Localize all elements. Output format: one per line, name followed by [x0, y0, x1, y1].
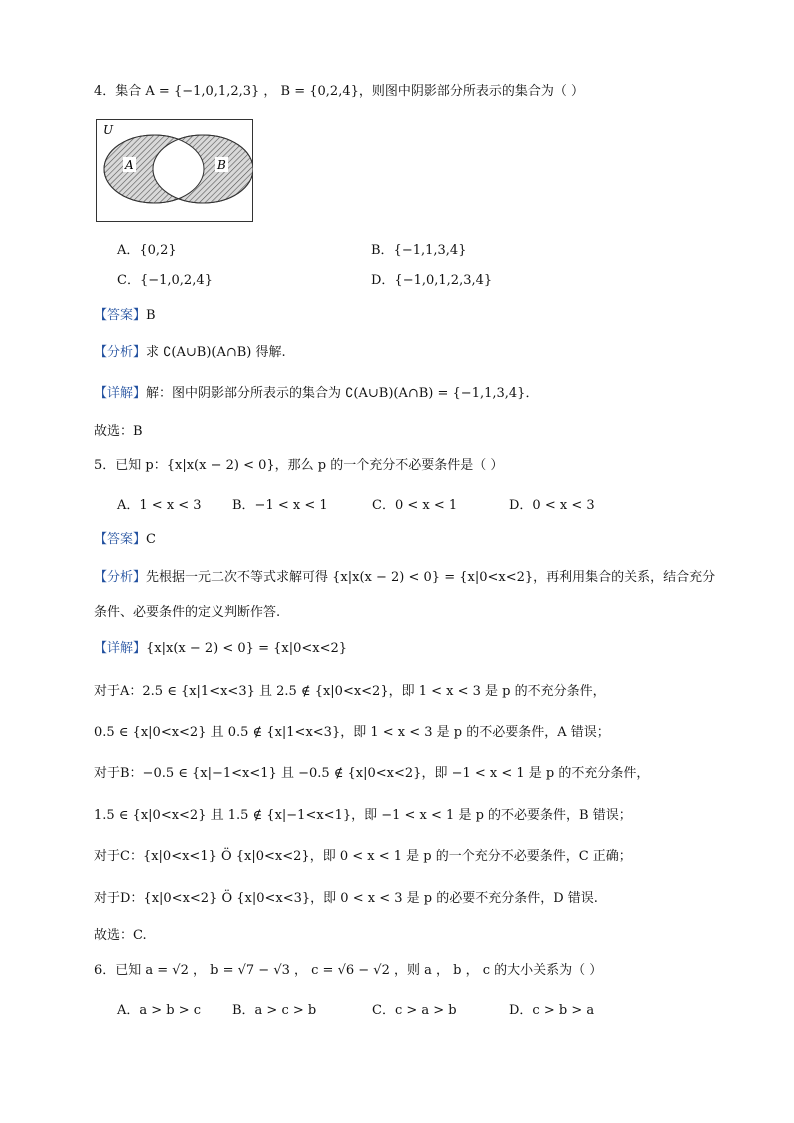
q4-answer	[94, 306, 156, 326]
q6-option-b: B．a > c > b	[232, 1003, 317, 1018]
q5-detail-line-1: 对于A：2.5 ∈ {x|1<x<3} 且 2.5 ∉ {x|0<x<2}，即 1 < x < 3 是 p 的不充分条件，	[94, 684, 606, 699]
q5-detail-line-3: 对于B：−0.5 ∈ {x|−1<x<1} 且 −0.5 ∉ {x|0<x<2}，即 −1 < x < 1 是 p 的不充分条件，	[94, 766, 650, 781]
analysis-text: 先根据一元二次不等式求解可得 {x|x(x − 2) < 0} = {x|0<x<2}，再利用集合的关系，结合充分	[146, 570, 716, 585]
detail-text: 解：图中阴影部分所表示的集合为 ∁(A∪B)(A∩B) = {−1,1,3,4}．	[146, 386, 539, 401]
q5-detail-line-2: 0.5 ∈ {x|0<x<2} 且 0.5 ∉ {x|1<x<3}，即 1 < x < 3 是 p 的不必要条件，A 错误；	[94, 725, 610, 740]
q5-analysis	[94, 568, 715, 588]
q5-option-c: C．0 < x < 1	[372, 498, 458, 513]
detail-tag: 【详解】	[94, 641, 147, 656]
q5-detail-line-4: 1.5 ∈ {x|0<x<2} 且 1.5 ∉ {x|−1<x<1}，即 −1 < x < 1 是 p 的不必要条件，B 错误；	[94, 808, 632, 823]
q5-detail-line-5: 对于C：{x|0<x<1} Ö {x|0<x<2}，即 0 < x < 1 是 p 的一个充分不必要条件，C 正确；	[94, 849, 632, 864]
analysis-tag: 【分析】	[94, 570, 147, 585]
q5-stem: 5．已知 p：{x|x(x − 2) < 0}，那么 p 的一个充分不必要条件是（ ）	[94, 458, 504, 473]
analysis-text: 求 ∁(A∪B)(A∩B) 得解.	[146, 345, 286, 360]
q4-option-d: D．{−1,0,1,2,3,4}	[371, 273, 493, 288]
q4-conclusion: 故选：B	[94, 424, 143, 439]
q5-option-a: A．1 < x < 3	[117, 498, 202, 513]
q4-option-a: A．{0,2}	[117, 243, 177, 258]
detail-text: {x|x(x − 2) < 0} = {x|0<x<2}	[146, 641, 348, 656]
q4-option-c: C．{−1,0,2,4}	[117, 273, 213, 288]
q5-conclusion: 故选：C.	[94, 928, 147, 943]
q5-analysis-cont: 条件、必要条件的定义判断作答.	[94, 605, 281, 620]
q5-detail	[94, 639, 347, 659]
q5-option-d: D．0 < x < 3	[509, 498, 595, 513]
q5-answer	[94, 530, 156, 550]
q5-option-b: B．−1 < x < 1	[232, 498, 328, 513]
answer-tag: 【答案】	[94, 308, 147, 323]
analysis-tag: 【分析】	[94, 345, 147, 360]
q6-option-d: D．c > b > a	[509, 1003, 595, 1018]
set-b-label: B	[217, 158, 226, 172]
set-a-label: A	[125, 158, 134, 172]
answer-tag: 【答案】	[94, 532, 147, 547]
q6-option-a: A．a > b > c	[117, 1003, 202, 1018]
q5-detail-line-6: 对于D：{x|0<x<2} Ö {x|0<x<3}，即 0 < x < 3 是 p 的必要不充分条件，D 错误.	[94, 891, 598, 906]
q4-option-b: B．{−1,1,3,4}	[371, 243, 467, 258]
answer-value: B	[146, 308, 156, 323]
q4-detail	[94, 384, 538, 404]
detail-tag: 【详解】	[94, 386, 147, 401]
q4-stem: 4．集合 A = {−1,0,1,2,3} ， B = {0,2,4}，则图中阴影部分所表示的集合为（ ）	[94, 84, 584, 99]
q6-stem: 6．已知 a = √2 ， b = √7 − √3 ， c = √6 − √2 ，则 a ， b ， c 的大小关系为（ ）	[94, 963, 603, 978]
answer-value: C	[146, 532, 156, 547]
q4-analysis	[94, 343, 286, 363]
q6-option-c: C．c > a > b	[372, 1003, 457, 1018]
venn-diagram	[96, 119, 253, 222]
universe-label: U	[103, 123, 114, 137]
